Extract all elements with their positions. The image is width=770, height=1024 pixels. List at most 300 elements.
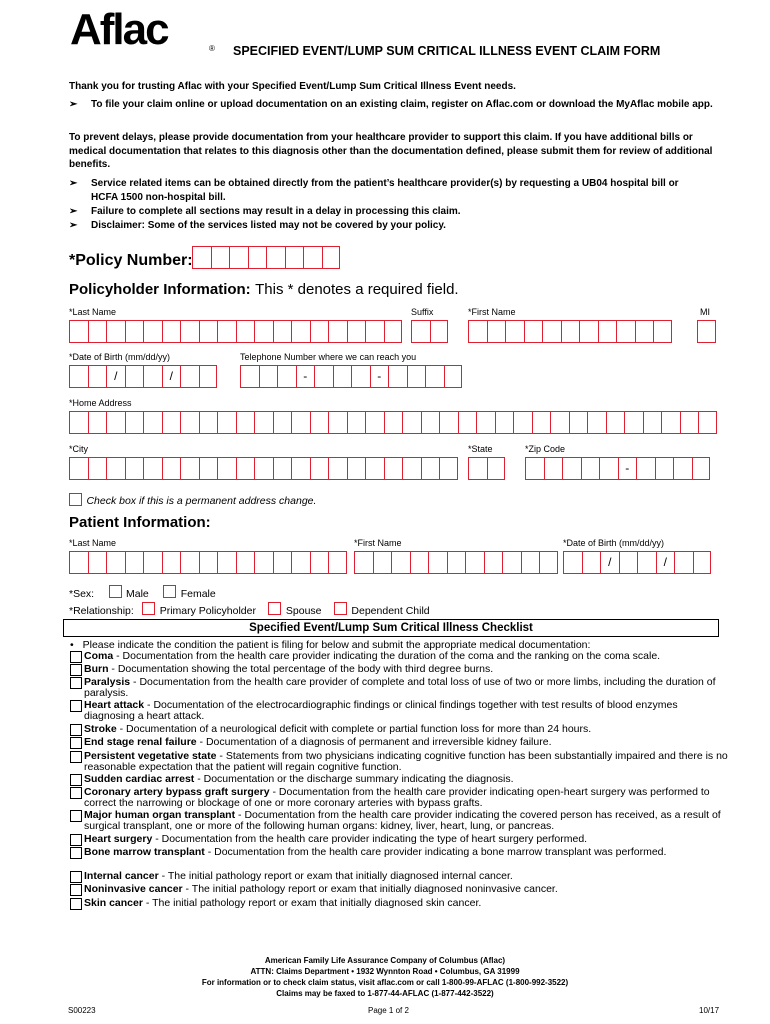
char-box[interactable]: / bbox=[162, 365, 181, 388]
char-box[interactable] bbox=[254, 551, 273, 574]
policyholder-dob-field[interactable] bbox=[69, 365, 217, 388]
char-box[interactable] bbox=[303, 246, 322, 269]
condition-checkbox[interactable] bbox=[70, 724, 82, 736]
char-box[interactable] bbox=[125, 411, 144, 434]
condition-text bbox=[84, 834, 730, 845]
arrow-icon: ➢ bbox=[69, 99, 78, 110]
char-box[interactable] bbox=[106, 457, 125, 480]
condition-requirement: - The initial pathology report or exam that initially diagnosed skin cancer. bbox=[142, 897, 482, 909]
policyholder-heading bbox=[69, 281, 459, 299]
char-box[interactable] bbox=[347, 457, 366, 480]
char-box[interactable] bbox=[88, 365, 107, 388]
char-box[interactable] bbox=[365, 457, 384, 480]
condition-requirement: - Documentation or the discharge summary indicating the diagnosis. bbox=[194, 773, 514, 785]
char-box[interactable] bbox=[599, 457, 618, 480]
char-box[interactable] bbox=[328, 411, 347, 434]
char-box[interactable] bbox=[581, 457, 600, 480]
char-box[interactable] bbox=[347, 411, 366, 434]
char-box[interactable] bbox=[143, 551, 162, 574]
char-box[interactable] bbox=[674, 551, 693, 574]
condition-requirement: - Documentation from the health care provider indicating the duration of the coma and the ranking on the coma scale. bbox=[113, 650, 661, 662]
char-box[interactable] bbox=[563, 551, 582, 574]
char-box[interactable] bbox=[354, 551, 373, 574]
char-box[interactable] bbox=[333, 365, 352, 388]
char-box[interactable] bbox=[653, 320, 672, 343]
intro-prevent-delays: To prevent delays, please provide documentation from your healthcare provider to support this claim. If you have additional bills or medical documentation that relates to this diagnosis other than the documentation defined, please submit them for review of additional benefits. bbox=[69, 132, 713, 170]
char-box[interactable] bbox=[444, 365, 463, 388]
form-number: S00223 bbox=[68, 1006, 96, 1015]
char-box[interactable] bbox=[582, 551, 601, 574]
char-box[interactable] bbox=[495, 411, 514, 434]
char-box[interactable] bbox=[254, 457, 273, 480]
char-box[interactable] bbox=[143, 365, 162, 388]
char-box[interactable]: - bbox=[370, 365, 389, 388]
char-box[interactable] bbox=[69, 551, 88, 574]
condition-checkbox[interactable] bbox=[70, 677, 82, 689]
char-box[interactable] bbox=[217, 320, 236, 343]
condition-text bbox=[84, 787, 730, 809]
char-box[interactable] bbox=[532, 411, 551, 434]
char-box[interactable] bbox=[180, 411, 199, 434]
bullet-text: Failure to complete all sections may result in a delay in processing this claim. bbox=[91, 206, 461, 217]
condition-name: Stroke bbox=[84, 723, 117, 735]
condition-text bbox=[84, 847, 730, 858]
condition-text bbox=[84, 664, 730, 675]
condition-text bbox=[84, 700, 730, 722]
char-box[interactable] bbox=[697, 320, 716, 343]
sex-label: *Sex: bbox=[69, 588, 95, 600]
relationship-row bbox=[69, 601, 430, 619]
char-box[interactable] bbox=[266, 246, 285, 269]
checklist-item bbox=[70, 871, 730, 882]
char-box[interactable] bbox=[236, 320, 255, 343]
char-box[interactable] bbox=[88, 551, 107, 574]
char-box[interactable] bbox=[254, 411, 273, 434]
char-box[interactable] bbox=[569, 411, 588, 434]
char-box[interactable] bbox=[680, 411, 699, 434]
char-box[interactable] bbox=[616, 320, 635, 343]
char-box[interactable] bbox=[211, 246, 230, 269]
char-box[interactable] bbox=[69, 457, 88, 480]
char-box[interactable] bbox=[562, 457, 581, 480]
char-box[interactable] bbox=[277, 365, 296, 388]
char-box[interactable] bbox=[384, 411, 403, 434]
char-box[interactable] bbox=[487, 457, 506, 480]
char-box[interactable] bbox=[180, 320, 199, 343]
char-box[interactable] bbox=[162, 411, 181, 434]
char-box[interactable] bbox=[365, 320, 384, 343]
policyholder-suffix-label: Suffix bbox=[411, 307, 434, 317]
condition-name: Internal cancer bbox=[84, 870, 159, 882]
char-box[interactable] bbox=[458, 411, 477, 434]
char-box[interactable] bbox=[236, 411, 255, 434]
policyholder-phone-label: Telephone Number where we can reach you bbox=[240, 352, 417, 362]
char-box[interactable]: - bbox=[296, 365, 315, 388]
char-box[interactable] bbox=[643, 411, 662, 434]
checklist-item bbox=[70, 834, 730, 845]
char-box[interactable] bbox=[199, 457, 218, 480]
char-box[interactable] bbox=[322, 246, 341, 269]
condition-checkbox[interactable] bbox=[70, 751, 82, 763]
condition-checkbox[interactable] bbox=[70, 787, 82, 799]
char-box[interactable] bbox=[88, 411, 107, 434]
condition-text bbox=[84, 677, 730, 699]
char-box[interactable] bbox=[439, 411, 458, 434]
condition-checkbox[interactable] bbox=[70, 737, 82, 749]
condition-requirement: - Documentation of a diagnosis of permanent and irreversible kidney failure. bbox=[196, 736, 552, 748]
char-box[interactable] bbox=[468, 457, 487, 480]
char-box[interactable] bbox=[180, 365, 199, 388]
char-box[interactable] bbox=[430, 320, 449, 343]
state-label: *State bbox=[468, 444, 493, 454]
checklist-item bbox=[70, 847, 730, 858]
char-box[interactable] bbox=[347, 320, 366, 343]
policy-number-field[interactable] bbox=[192, 246, 340, 269]
condition-requirement: - The initial pathology report or exam that initially diagnosed noninvasive cancer. bbox=[182, 883, 558, 895]
char-box[interactable] bbox=[525, 457, 544, 480]
char-box[interactable] bbox=[624, 411, 643, 434]
condition-requirement: - The initial pathology report or exam that initially diagnosed internal cancer. bbox=[158, 870, 513, 882]
arrow-icon: ➢ bbox=[69, 220, 78, 231]
condition-text bbox=[84, 898, 730, 909]
condition-requirement: - Documentation from the health care provider of complete and total loss of use of two or more limbs, including the duration of paralysis. bbox=[84, 676, 716, 699]
policyholder-first-name-field[interactable] bbox=[468, 320, 672, 343]
male-label: Male bbox=[126, 588, 149, 600]
char-box[interactable] bbox=[439, 457, 458, 480]
char-box[interactable] bbox=[402, 457, 421, 480]
char-box[interactable] bbox=[673, 457, 692, 480]
zip-label: *Zip Code bbox=[525, 444, 566, 454]
char-box[interactable] bbox=[351, 365, 370, 388]
char-box[interactable] bbox=[106, 320, 125, 343]
char-box[interactable] bbox=[291, 551, 310, 574]
char-box[interactable] bbox=[388, 365, 407, 388]
policyholder-phone-field[interactable] bbox=[240, 365, 462, 388]
footer-info: For information or to check claim status, visit aflac.com or call 1-800-99-AFLAC (1-800-992-3522) bbox=[201, 978, 569, 987]
checklist-item bbox=[70, 898, 730, 909]
char-box[interactable] bbox=[310, 320, 329, 343]
char-box[interactable]: / bbox=[600, 551, 619, 574]
char-box[interactable] bbox=[125, 551, 144, 574]
condition-checkbox[interactable] bbox=[70, 884, 82, 896]
char-box[interactable] bbox=[180, 457, 199, 480]
char-box[interactable] bbox=[636, 457, 655, 480]
char-box[interactable] bbox=[328, 457, 347, 480]
char-box[interactable] bbox=[407, 365, 426, 388]
char-box[interactable] bbox=[465, 551, 484, 574]
condition-requirement: - Documentation from the health care provider indicating the covered person has received, as a result of surgical transplant, one or more of the following human organs: kidney, liver, heart, lung, or pancreas. bbox=[84, 809, 721, 832]
char-box[interactable] bbox=[524, 320, 543, 343]
char-box[interactable] bbox=[587, 411, 606, 434]
checklist-title: Specified Event/Lump Sum Critical Illness Checklist bbox=[63, 619, 719, 637]
patient-first-name-label: *First Name bbox=[354, 538, 402, 548]
char-box[interactable] bbox=[125, 365, 144, 388]
char-box[interactable]: / bbox=[106, 365, 125, 388]
char-box[interactable] bbox=[259, 365, 278, 388]
condition-name: Skin cancer bbox=[84, 897, 143, 909]
condition-requirement: - Statements from two physicians indicating cognitive function has been substantially impaired and there is no reasonable expectation that the patient will regain cognitive function. bbox=[84, 750, 728, 773]
condition-requirement: - Documentation from the health care provider indicating open-heart surgery was performed to correct the narrowing or blockage of one or more coronary arteries with bypass grafts. bbox=[84, 786, 710, 809]
zip-field[interactable] bbox=[525, 457, 710, 480]
policyholder-mi-field[interactable] bbox=[697, 320, 716, 343]
checklist-item bbox=[70, 774, 730, 785]
policyholder-mi-label: MI bbox=[700, 307, 710, 317]
spouse-checkbox[interactable] bbox=[268, 602, 281, 615]
char-box[interactable] bbox=[693, 551, 712, 574]
char-box[interactable] bbox=[328, 320, 347, 343]
condition-requirement: - Documentation of a neurological deficit with complete or partial function loss for more than 24 hours. bbox=[116, 723, 592, 735]
char-box[interactable] bbox=[314, 365, 333, 388]
condition-text bbox=[84, 810, 730, 832]
char-box[interactable] bbox=[521, 551, 540, 574]
char-box[interactable] bbox=[285, 246, 304, 269]
char-box[interactable] bbox=[162, 551, 181, 574]
state-field[interactable] bbox=[468, 457, 505, 480]
char-box[interactable] bbox=[606, 411, 625, 434]
char-box[interactable] bbox=[655, 457, 674, 480]
condition-name: Heart surgery bbox=[84, 833, 153, 845]
condition-text bbox=[84, 724, 730, 735]
condition-name: Sudden cardiac arrest bbox=[84, 773, 195, 785]
char-box[interactable] bbox=[199, 411, 218, 434]
condition-name: Paralysis bbox=[84, 676, 131, 688]
char-box[interactable] bbox=[428, 551, 447, 574]
char-box[interactable] bbox=[125, 320, 144, 343]
char-box[interactable] bbox=[248, 246, 267, 269]
condition-text bbox=[84, 651, 730, 662]
char-box[interactable] bbox=[217, 551, 236, 574]
address-change-label: Check box if this is a permanent address change. bbox=[86, 495, 317, 507]
char-box[interactable] bbox=[192, 246, 211, 269]
char-box[interactable] bbox=[328, 551, 347, 574]
primary-policyholder-checkbox[interactable] bbox=[142, 602, 155, 615]
char-box[interactable] bbox=[236, 551, 255, 574]
char-box[interactable] bbox=[425, 365, 444, 388]
char-box[interactable] bbox=[391, 551, 410, 574]
char-box[interactable] bbox=[88, 457, 107, 480]
sex-row bbox=[69, 584, 216, 602]
checklist-item bbox=[70, 810, 730, 832]
char-box[interactable] bbox=[162, 457, 181, 480]
char-box[interactable] bbox=[421, 411, 440, 434]
char-box[interactable] bbox=[411, 320, 430, 343]
address-change-row bbox=[69, 491, 316, 509]
condition-checkbox[interactable] bbox=[70, 700, 82, 712]
char-box[interactable] bbox=[513, 411, 532, 434]
condition-checkbox[interactable] bbox=[70, 834, 82, 846]
char-box[interactable] bbox=[365, 411, 384, 434]
char-box[interactable] bbox=[544, 457, 563, 480]
char-box[interactable] bbox=[692, 457, 711, 480]
intro-bullet-service bbox=[69, 177, 701, 204]
patient-first-name-field[interactable] bbox=[354, 551, 558, 574]
char-box[interactable] bbox=[125, 457, 144, 480]
char-box[interactable] bbox=[199, 551, 218, 574]
registered-mark: ® bbox=[209, 44, 215, 53]
condition-text bbox=[84, 884, 730, 895]
char-box[interactable] bbox=[106, 411, 125, 434]
char-box[interactable] bbox=[273, 551, 292, 574]
char-box[interactable] bbox=[254, 320, 273, 343]
char-box[interactable] bbox=[468, 320, 487, 343]
char-box[interactable] bbox=[561, 320, 580, 343]
footer-fax: Claims may be faxed to 1-877-44-AFLAC (1-877-442-3522) bbox=[276, 989, 494, 998]
char-box[interactable] bbox=[199, 365, 218, 388]
female-checkbox[interactable] bbox=[163, 585, 176, 598]
char-box[interactable] bbox=[217, 411, 236, 434]
char-box[interactable] bbox=[402, 411, 421, 434]
aflac-logo: Aflac bbox=[70, 5, 168, 54]
condition-name: Heart attack bbox=[84, 699, 145, 711]
arrow-icon: ➢ bbox=[69, 206, 78, 217]
patient-title: Patient Information: bbox=[69, 514, 211, 531]
char-box[interactable] bbox=[199, 320, 218, 343]
char-box[interactable] bbox=[240, 365, 259, 388]
char-box[interactable] bbox=[619, 551, 638, 574]
char-box[interactable] bbox=[447, 551, 466, 574]
char-box[interactable] bbox=[143, 457, 162, 480]
char-box[interactable] bbox=[69, 411, 88, 434]
footer-company: American Family Life Assurance Company of Columbus (Aflac) bbox=[264, 956, 506, 965]
condition-name: Coma bbox=[84, 650, 114, 662]
char-box[interactable] bbox=[229, 246, 248, 269]
char-box[interactable] bbox=[598, 320, 617, 343]
form-title: SPECIFIED EVENT/LUMP SUM CRITICAL ILLNESS EVENT CLAIM FORM bbox=[233, 44, 661, 58]
char-box[interactable] bbox=[476, 411, 495, 434]
char-box[interactable] bbox=[410, 551, 429, 574]
condition-checkbox[interactable] bbox=[70, 774, 82, 786]
char-box[interactable] bbox=[217, 457, 236, 480]
condition-requirement: - Documentation showing the total percentage of the body with third degree burns. bbox=[108, 663, 494, 675]
char-box[interactable] bbox=[310, 457, 329, 480]
policy-number-label: *Policy Number: bbox=[69, 252, 193, 269]
policyholder-suffix-field[interactable] bbox=[411, 320, 448, 343]
condition-text bbox=[84, 871, 730, 882]
char-box[interactable] bbox=[661, 411, 680, 434]
bullet-text: Disclaimer: Some of the services listed may not be covered by your policy. bbox=[91, 220, 446, 231]
char-box[interactable] bbox=[698, 411, 717, 434]
char-box[interactable] bbox=[69, 365, 88, 388]
condition-requirement: - Documentation from the health care provider indicating the type of heart surgery performed. bbox=[152, 833, 588, 845]
char-box[interactable] bbox=[542, 320, 561, 343]
condition-name: Bone marrow transplant bbox=[84, 846, 205, 858]
condition-name: Major human organ transplant bbox=[84, 809, 236, 821]
checklist-item bbox=[70, 724, 730, 735]
char-box[interactable] bbox=[421, 457, 440, 480]
policyholder-last-name-label: *Last Name bbox=[69, 307, 117, 317]
condition-name: Coronary artery bypass graft surgery bbox=[84, 786, 270, 798]
bullet-text: Service related items can be obtained directly from the patient’s healthcare provider(s) by requesting a UB04 hospital bill or HCFA 1500 non-hospital bill. bbox=[91, 178, 679, 203]
char-box[interactable]: / bbox=[656, 551, 675, 574]
condition-requirement: - Documentation from the health care provider indicating a bone marrow transplant was performed. bbox=[204, 846, 667, 858]
condition-checkbox[interactable] bbox=[70, 651, 82, 663]
char-box[interactable] bbox=[384, 320, 403, 343]
char-box[interactable] bbox=[273, 411, 292, 434]
checklist-intro-text: Please indicate the condition the patient is filing for below and submit the appropriate medical documentation: bbox=[82, 639, 591, 651]
patient-last-name-field[interactable] bbox=[69, 551, 347, 574]
char-box[interactable] bbox=[273, 320, 292, 343]
checklist-item bbox=[70, 737, 730, 748]
primary-policyholder-label: Primary Policyholder bbox=[159, 605, 256, 617]
char-box[interactable] bbox=[579, 320, 598, 343]
char-box[interactable] bbox=[106, 551, 125, 574]
patient-dob-field[interactable] bbox=[563, 551, 711, 574]
patient-last-name-label: *Last Name bbox=[69, 538, 117, 548]
policyholder-dob-label: *Date of Birth (mm/dd/yy) bbox=[69, 352, 171, 362]
char-box[interactable]: - bbox=[618, 457, 637, 480]
char-box[interactable] bbox=[273, 457, 292, 480]
home-address-field[interactable] bbox=[69, 411, 717, 434]
condition-checkbox[interactable] bbox=[70, 847, 82, 859]
policyholder-first-name-label: *First Name bbox=[468, 307, 516, 317]
intro-bullet-online bbox=[69, 98, 716, 112]
bullet-text: To file your claim online or upload documentation on an existing claim, register on Aflac.com or download the MyAflac mobile app. bbox=[91, 99, 713, 110]
form-date: 10/17 bbox=[699, 1006, 720, 1015]
char-box[interactable] bbox=[373, 551, 392, 574]
condition-checkbox[interactable] bbox=[70, 810, 82, 822]
char-box[interactable] bbox=[291, 411, 310, 434]
char-box[interactable] bbox=[162, 320, 181, 343]
dependent-child-checkbox[interactable] bbox=[334, 602, 347, 615]
char-box[interactable] bbox=[637, 551, 656, 574]
home-address-label: *Home Address bbox=[69, 398, 132, 408]
char-box[interactable] bbox=[291, 457, 310, 480]
char-box[interactable] bbox=[502, 551, 521, 574]
condition-checkbox[interactable] bbox=[70, 871, 82, 883]
footer-attn: ATTN: Claims Department • 1932 Wynnton Road • Columbus, GA 31999 bbox=[250, 967, 520, 976]
condition-name: Noninvasive cancer bbox=[84, 883, 183, 895]
char-box[interactable] bbox=[310, 551, 329, 574]
checklist-item bbox=[70, 751, 730, 773]
char-box[interactable] bbox=[505, 320, 524, 343]
char-box[interactable] bbox=[143, 411, 162, 434]
checklist-item bbox=[70, 677, 730, 699]
char-box[interactable] bbox=[143, 320, 162, 343]
char-box[interactable] bbox=[635, 320, 654, 343]
female-label: Female bbox=[180, 588, 216, 600]
condition-requirement: - Documentation of the electrocardiographic findings or clinical findings together with test results of blood enzymes diagnosing a heart attack. bbox=[84, 699, 678, 722]
condition-text bbox=[84, 751, 730, 773]
spouse-label: Spouse bbox=[285, 605, 322, 617]
char-box[interactable] bbox=[487, 320, 506, 343]
address-change-checkbox[interactable] bbox=[69, 493, 82, 506]
patient-dob-label: *Date of Birth (mm/dd/yy) bbox=[563, 538, 665, 548]
checklist-item bbox=[70, 651, 730, 662]
male-checkbox[interactable] bbox=[109, 585, 122, 598]
char-box[interactable] bbox=[180, 551, 199, 574]
char-box[interactable] bbox=[310, 411, 329, 434]
condition-text bbox=[84, 737, 730, 748]
condition-checkbox[interactable] bbox=[70, 664, 82, 676]
arrow-icon: ➢ bbox=[69, 178, 78, 189]
char-box[interactable] bbox=[484, 551, 503, 574]
policyholder-last-name-field[interactable] bbox=[69, 320, 402, 343]
char-box[interactable] bbox=[384, 457, 403, 480]
char-box[interactable] bbox=[539, 551, 558, 574]
bullet-dot-icon: • bbox=[70, 639, 74, 651]
condition-name: Burn bbox=[84, 663, 109, 675]
city-field[interactable] bbox=[69, 457, 458, 480]
char-box[interactable] bbox=[236, 457, 255, 480]
char-box[interactable] bbox=[291, 320, 310, 343]
char-box[interactable] bbox=[88, 320, 107, 343]
city-label: *City bbox=[69, 444, 89, 454]
checklist-item bbox=[70, 884, 730, 895]
char-box[interactable] bbox=[550, 411, 569, 434]
char-box[interactable] bbox=[69, 320, 88, 343]
dependent-child-label: Dependent Child bbox=[351, 605, 430, 617]
condition-checkbox[interactable] bbox=[70, 898, 82, 910]
